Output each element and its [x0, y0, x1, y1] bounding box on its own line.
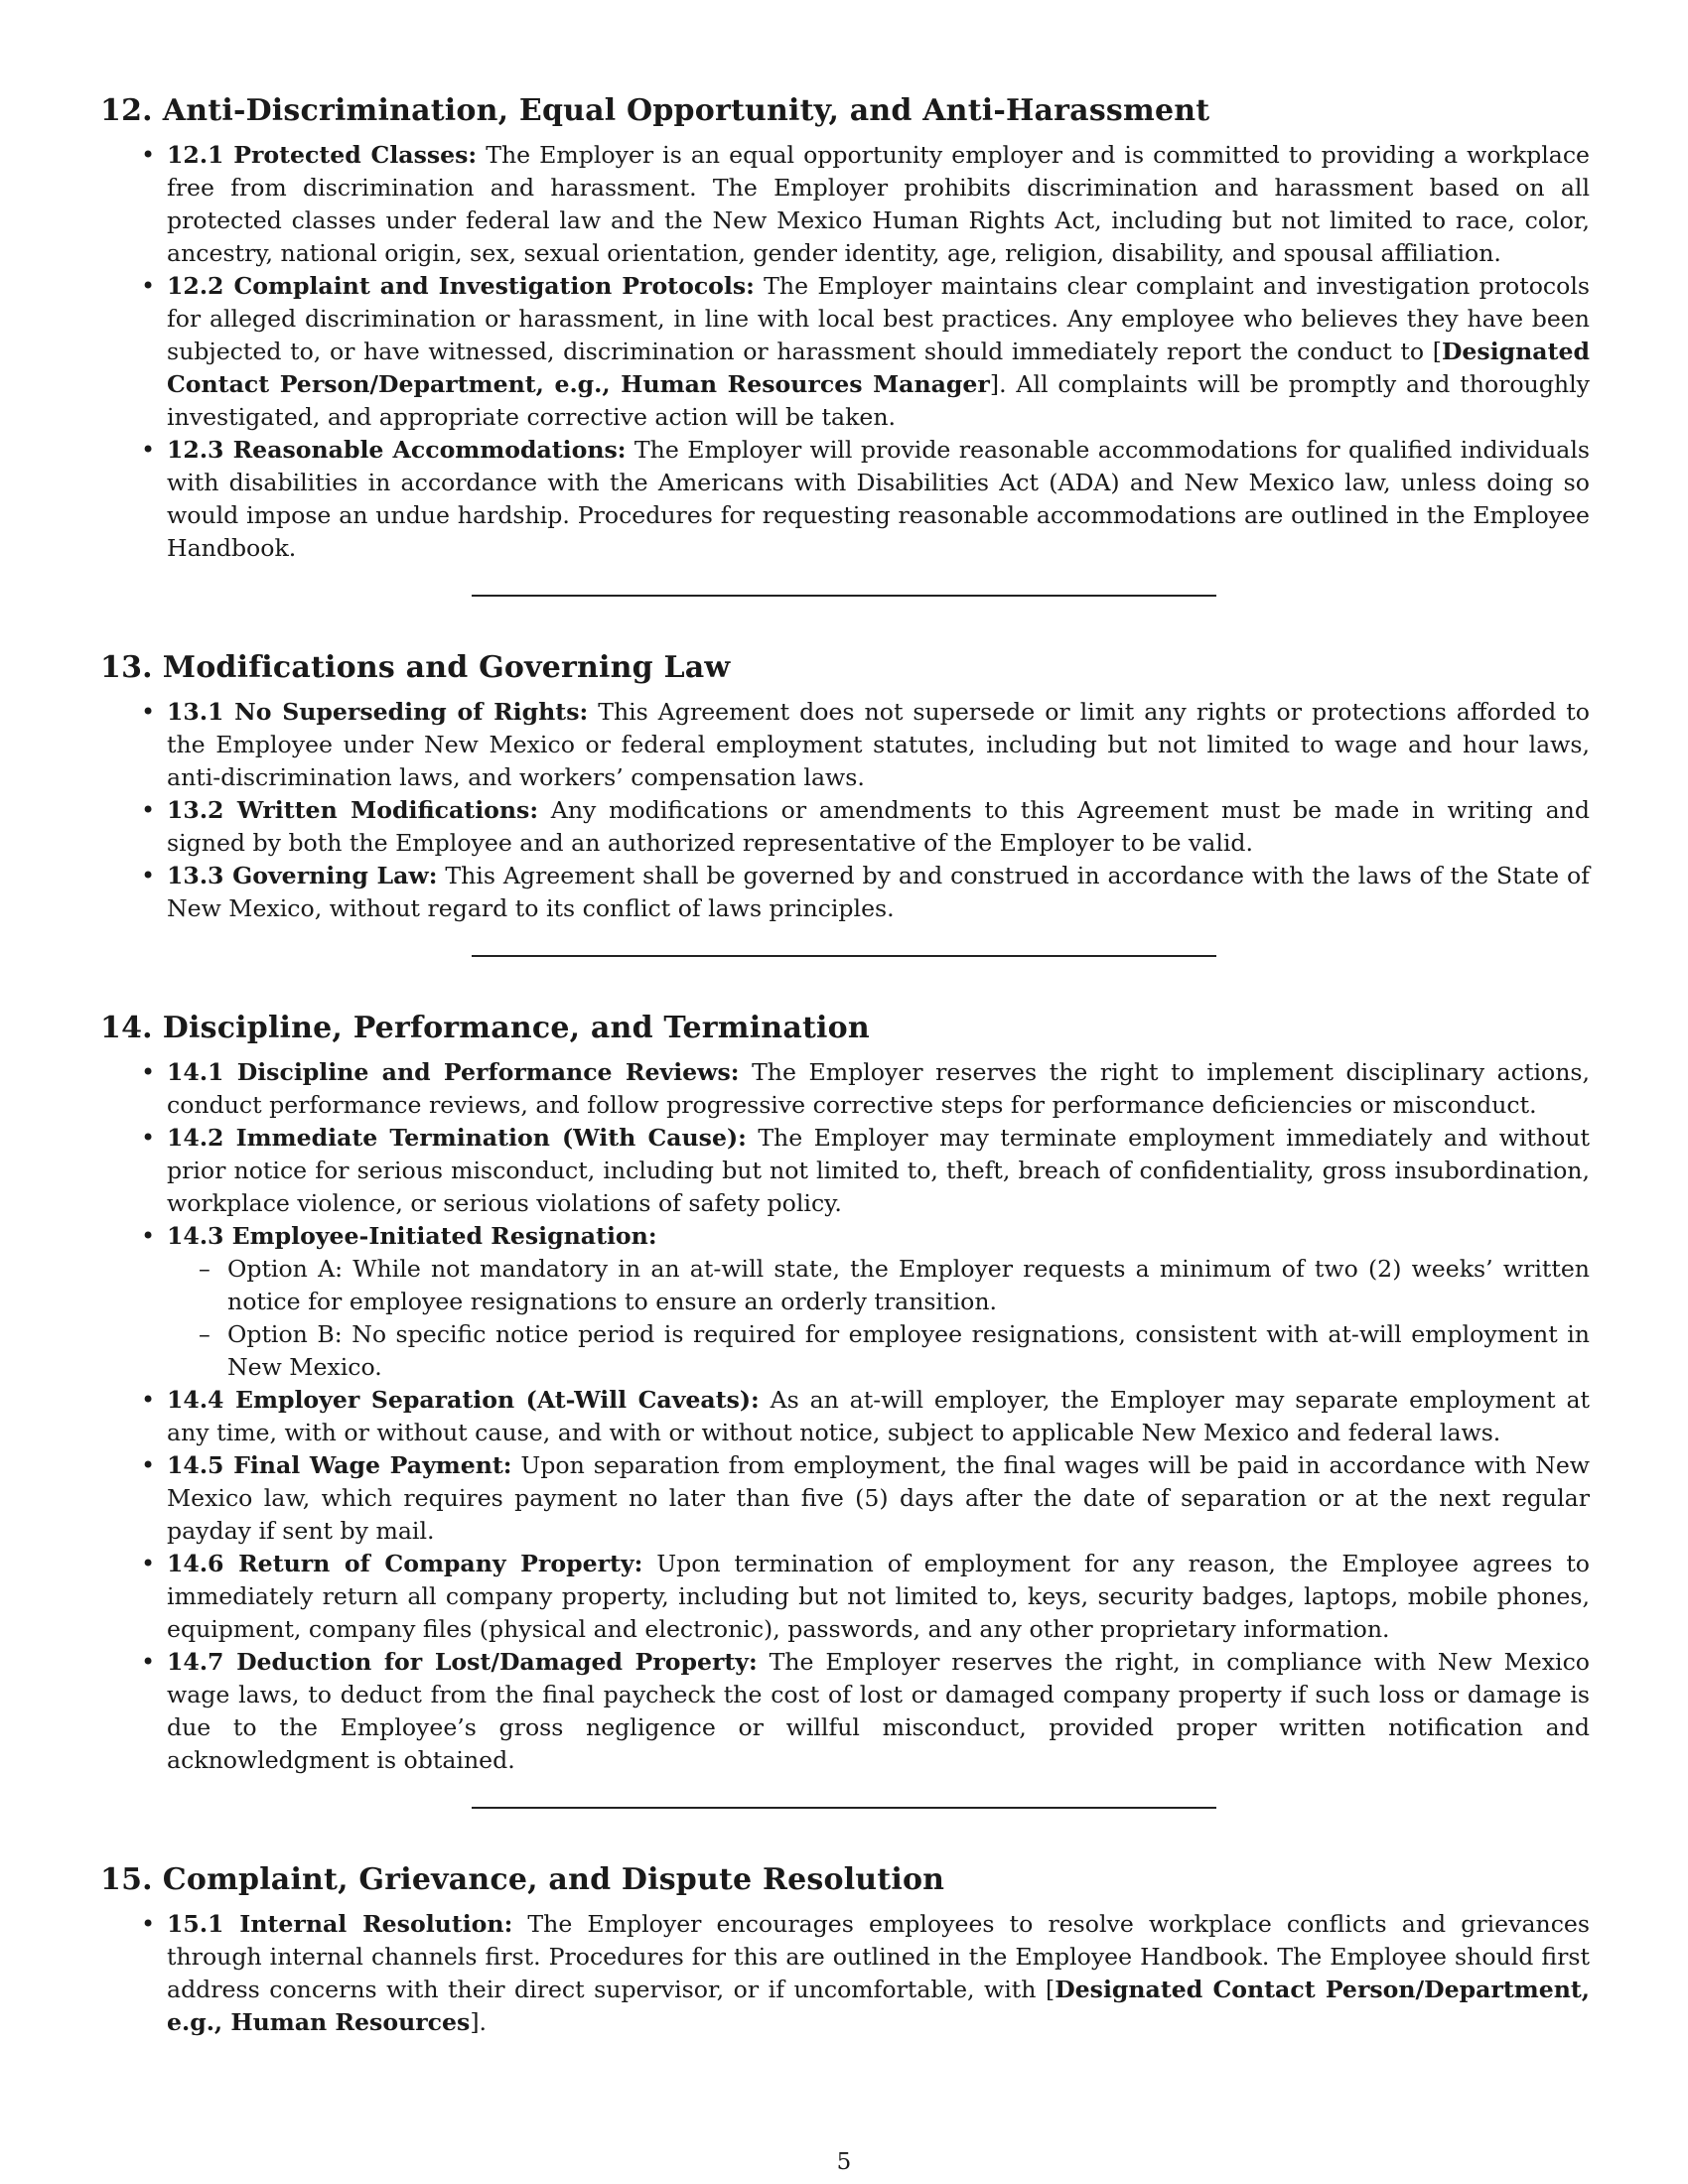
section-12 [100, 91, 1590, 565]
document-page [100, 91, 1590, 2039]
clause-item [167, 270, 1590, 434]
clause-text: The Employer will provide reasonable accommodations for qualified individuals with disabilities in accordance with the Americans with Disabilities Act (ADA) and New Mexico law, unless doing so would impose an undue hardship. Procedures for requesting reasonable accommodations are outlined in the Employee Handbook. [167, 436, 1591, 562]
section-title: Anti-Discrimination, Equal Opportunity, and Anti-Harassment [162, 93, 1210, 128]
clause-text: The Employer reserves the right to implement disciplinary actions, conduct performance reviews, and follow progressive corrective steps for performance deficiencies or misconduct. [167, 1058, 1590, 1119]
clause-item [167, 1384, 1590, 1449]
clause-title: 14.1 Discipline and Performance Reviews: [167, 1058, 740, 1086]
clause-item [167, 434, 1590, 565]
clause-text: Upon termination of employment for any reason, the Employee agrees to immediately return all company property, including but not limited to, keys, security badges, laptops, mobile phones, equipment, company files (physical and electronic), passwords, and any other proprietary information. [167, 1550, 1591, 1643]
clause-title: 14.6 Return of Company Property: [167, 1550, 643, 1577]
section-heading [100, 1860, 1590, 1900]
placeholder-designated-contact: Designated Contact Person/Department, e.g., Human Resources [167, 1976, 1590, 2036]
clause-title: 14.5 Final Wage Payment: [167, 1451, 512, 1479]
section-divider [472, 1807, 1216, 1809]
clause-list [100, 696, 1590, 925]
clause-text: Any modifications or amendments to this Agreement must be made in writing and signed by both the Employee and an authorized representative of the Employer to be valid. [167, 796, 1590, 857]
clause-item [167, 696, 1590, 794]
clause-item [167, 794, 1590, 860]
clause-item [167, 1122, 1590, 1220]
clause-item [167, 1056, 1590, 1122]
section-number: 12. [100, 93, 153, 128]
clause-item [167, 1548, 1590, 1646]
clause-title: 15.1 Internal Resolution: [167, 1910, 513, 1938]
clause-title: 14.3 Employee-Initiated Resignation: [167, 1222, 657, 1250]
clause-item [167, 1220, 1590, 1384]
clause-title: 13.2 Written Modifications: [167, 796, 539, 824]
section-title: Complaint, Grievance, and Dispute Resolution [162, 1862, 945, 1897]
section-number: 14. [100, 1011, 153, 1045]
option-item: – Option A: While not mandatory in an at-will state, the Employer requests a minimum of two (2) weeks’ written notice for employee resignations to ensure an orderly transition. [227, 1253, 1590, 1318]
clause-item [167, 1646, 1590, 1777]
clause-text: The Employer encourages employees to resolve workplace conflicts and grievances through internal channels first. Procedures for this are outlined in the Employee Handbook. The Employee should first address concerns with their direct supervisor, or if uncomfortable, with [ [167, 1910, 1591, 2003]
clause-text: This Agreement does not supersede or limit any rights or protections afforded to the Employee under New Mexico or federal employment statutes, including but not limited to wage and hour laws, anti-discrimination laws, and workers’ compensation laws. [167, 698, 1590, 791]
clause-title: 12.1 Protected Classes: [167, 141, 478, 169]
clause-item [167, 860, 1590, 925]
section-divider [472, 955, 1216, 957]
clause-text-end: ]. [470, 2008, 488, 2036]
clause-title: 14.4 Employer Separation (At-Will Caveats): [167, 1386, 760, 1414]
clause-item [167, 1449, 1590, 1548]
section-13 [100, 648, 1590, 925]
clause-text: The Employer may terminate employment immediately and without prior notice for serious misconduct, including but not limited to, theft, breach of confidentiality, gross insubordination, workplace violence, or serious violations of safety policy. [167, 1124, 1591, 1217]
option-item: – Option B: No specific notice period is required for employee resignations, consistent with at-will employment in New Mexico. [227, 1318, 1590, 1384]
section-14 [100, 1009, 1590, 1777]
section-number: 13. [100, 650, 153, 685]
page-number: 5 [836, 2149, 852, 2175]
clause-item [167, 1908, 1590, 2039]
section-divider [472, 595, 1216, 597]
clause-title: 12.3 Reasonable Accommodations: [167, 436, 627, 464]
clause-text: The Employer maintains clear complaint and investigation protocols for alleged discrimination or harassment, in line with local best practices. Any employee who believes they have been subjected to, or have witnessed, discrimination or harassment should immediately report the conduct to [ [167, 272, 1590, 365]
clause-list [100, 139, 1590, 565]
clause-title: 13.1 No Superseding of Rights: [167, 698, 589, 726]
section-heading [100, 1009, 1590, 1048]
placeholder-designated-contact: Designated Contact Person/Department, e.g., Human Resources Manager [167, 338, 1590, 398]
section-15 [100, 1860, 1590, 2039]
clause-title: 13.3 Governing Law: [167, 862, 438, 889]
clause-text: As an at-will employer, the Employer may separate employment at any time, with or without cause, and with or without notice, subject to applicable New Mexico and federal laws. [167, 1386, 1590, 1446]
clause-list [100, 1056, 1590, 1777]
clause-text: The Employer reserves the right, in compliance with New Mexico wage laws, to deduct from the final paycheck the cost of lost or damaged company property if such loss or damage is due to the Employee’s gross negligence or willful misconduct, provided proper written notification and acknowledgment is obtained. [167, 1648, 1590, 1774]
section-heading [100, 91, 1590, 131]
clause-text: The Employer is an equal opportunity employer and is committed to providing a workplace free from discrimination and harassment. The Employer prohibits discrimination and harassment based on all protected classes under federal law and the New Mexico Human Rights Act, including but not limited to race, color, ancestry, national origin, sex, sexual orientation, gender identity, age, religion, disability, and spousal affiliation. [167, 141, 1591, 267]
clause-list [100, 1908, 1590, 2039]
option-list [167, 1253, 1590, 1384]
clause-text-end: ]. All complaints will be promptly and thoroughly investigated, and appropriate corrective action will be taken. [167, 370, 1590, 431]
clause-title: 12.2 Complaint and Investigation Protocols: [167, 272, 755, 300]
clause-text: Upon separation from employment, the final wages will be paid in accordance with New Mexico law, which requires payment no later than five (5) days after the date of separation or at the next regular payday if sent by mail. [167, 1451, 1590, 1545]
section-number: 15. [100, 1862, 153, 1897]
section-title: Discipline, Performance, and Termination [162, 1011, 870, 1045]
clause-item [167, 139, 1590, 270]
section-title: Modifications and Governing Law [162, 650, 731, 685]
clause-title: 14.2 Immediate Termination (With Cause): [167, 1124, 747, 1152]
clause-text: This Agreement shall be governed by and construed in accordance with the laws of the State of New Mexico, without regard to its conflict of laws principles. [167, 862, 1590, 922]
clause-title: 14.7 Deduction for Lost/Damaged Property: [167, 1648, 758, 1676]
section-heading [100, 648, 1590, 688]
